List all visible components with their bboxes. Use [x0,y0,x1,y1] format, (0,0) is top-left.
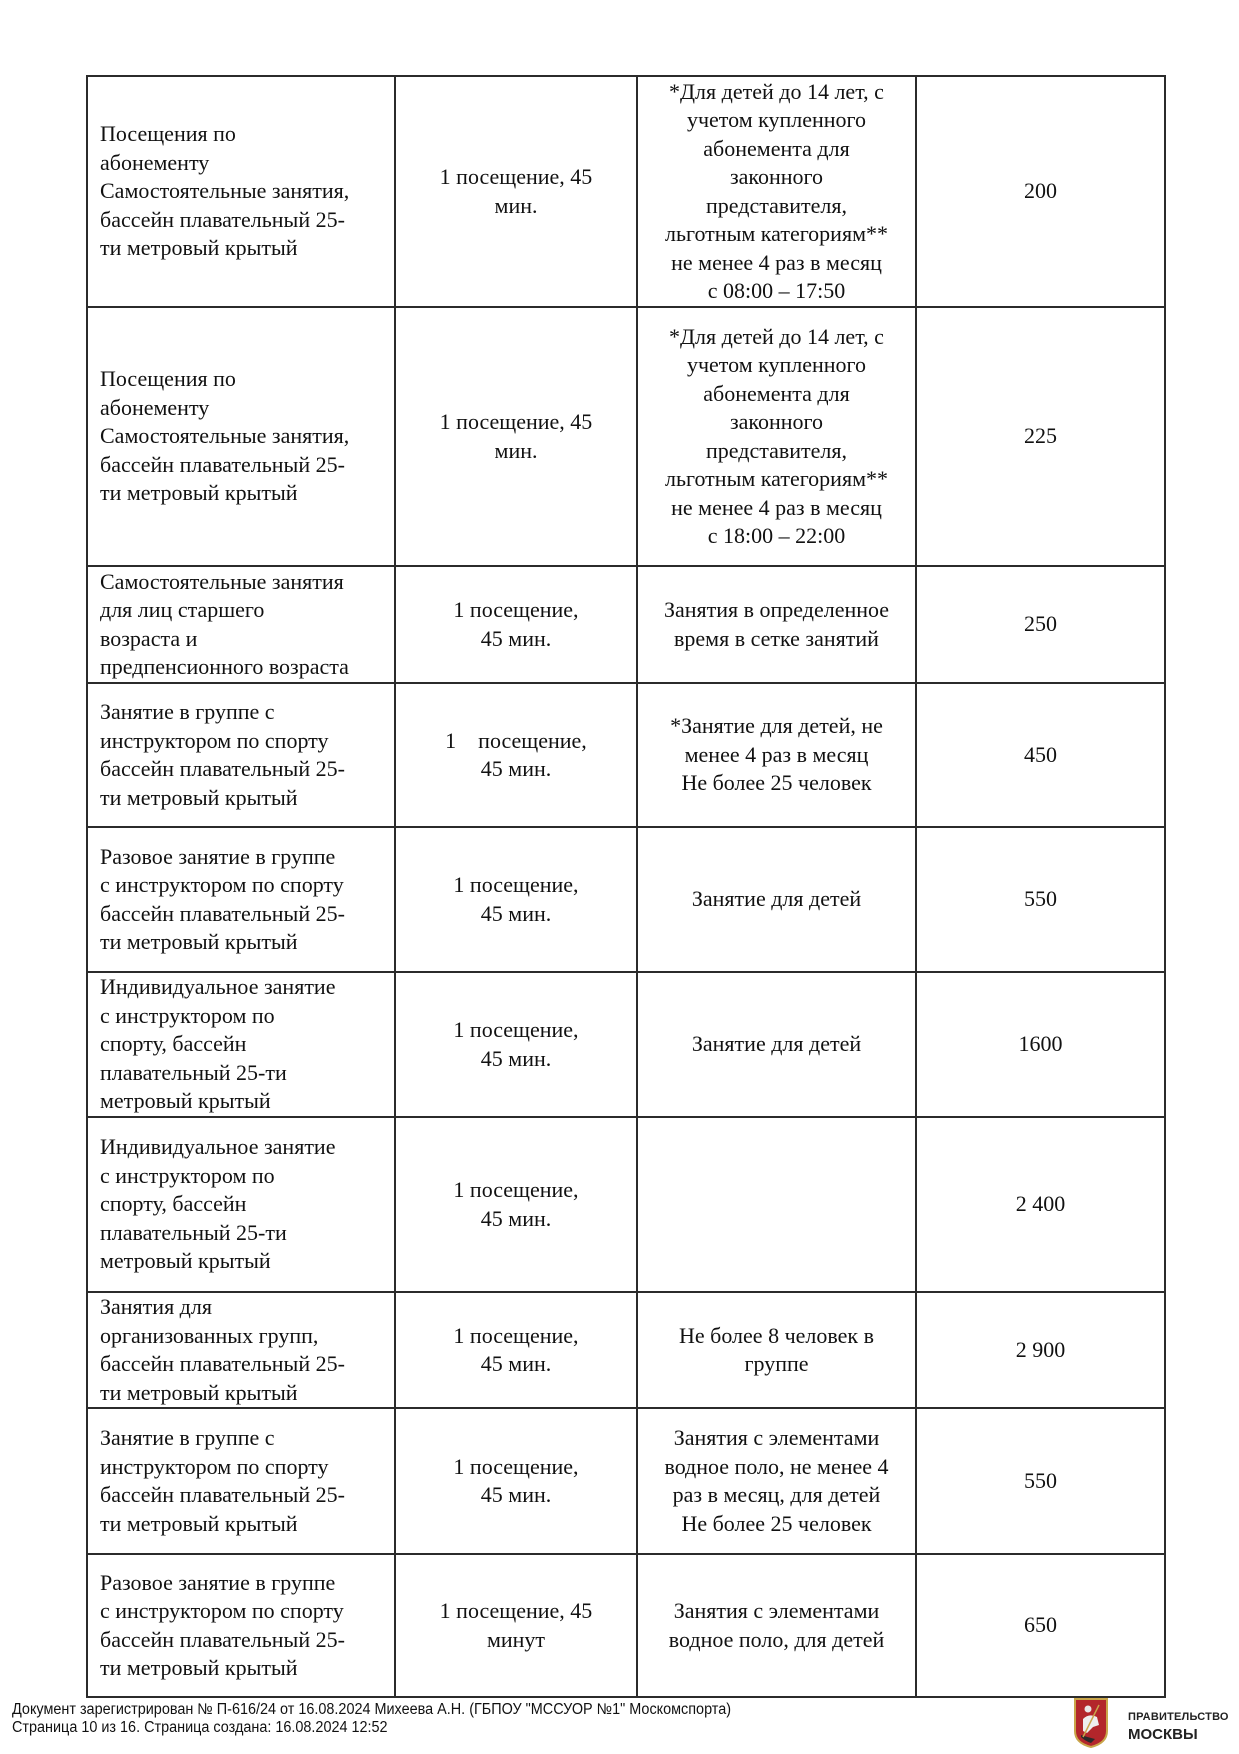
table-row [87,76,1165,307]
service-cell: Занятие в группе с инструктором по спорту бассейн плавательный 25- ти метровый крытый [87,683,395,827]
price-cell: 450 [916,683,1165,827]
table-row [87,972,1165,1117]
unit-cell: 1 посещение, 45 мин. [395,827,637,972]
note-cell: *Для детей до 14 лет, с учетом купленного абонемента для законного представителя, льготным категориям** не менее 4 раз в месяц с 18:00 – 22:00 [637,307,916,566]
service-cell: Разовое занятие в группе с инструктором по спорту бассейн плавательный 25- ти метровый крытый [87,1554,395,1697]
note-cell: Занятие для детей [637,827,916,972]
unit-cell: 1 посещение, 45 минут [395,1554,637,1697]
service-cell: Индивидуальное занятие с инструктором по спорту, бассейн плавательный 25-ти метровый крытый [87,1117,395,1292]
price-cell: 225 [916,307,1165,566]
price-cell: 250 [916,566,1165,683]
unit-cell: 1 посещение, 45 мин. [395,1292,637,1408]
service-cell: Самостоятельные занятия для лиц старшего возраста и предпенсионного возраста [87,566,395,683]
unit-cell: 1 посещение, 45 мин. [395,972,637,1117]
price-cell: 650 [916,1554,1165,1697]
unit-cell: 1 посещение, 45 мин. [395,76,637,307]
government-of-moscow-label [1128,1711,1229,1743]
price-cell: 2 900 [916,1292,1165,1408]
unit-cell: 1 посещение, 45 мин. [395,566,637,683]
service-cell: Посещения по абонементу Самостоятельные занятия, бассейн плавательный 25- ти метровый крытый [87,307,395,566]
service-cell: Индивидуальное занятие с инструктором по спорту, бассейн плавательный 25-ти метровый крытый [87,972,395,1117]
price-cell: 200 [916,76,1165,307]
gov-label-line1: ПРАВИТЕЛЬСТВО [1128,1711,1229,1723]
price-table [86,75,1166,1698]
note-cell: Занятия с элементами водное поло, для детей [637,1554,916,1697]
service-cell: Посещения по абонементу Самостоятельные занятия, бассейн плавательный 25- ти метровый крытый [87,76,395,307]
gov-label-line2: МОСКВЫ [1128,1726,1198,1743]
note-cell: Занятия с элементами водное поло, не менее 4 раз в месяц, для детей Не более 25 человек [637,1408,916,1554]
note-cell: *Занятие для детей, не менее 4 раз в месяц Не более 25 человек [637,683,916,827]
unit-cell: 1 посещение, 45 мин. [395,1408,637,1554]
moscow-coat-of-arms-icon [1073,1697,1109,1749]
note-cell: *Для детей до 14 лет, с учетом купленного абонемента для законного представителя, льготным категориям** не менее 4 раз в месяц с 08:00 – 17:50 [637,76,916,307]
service-cell: Занятия для организованных групп, бассейн плавательный 25- ти метровый крытый [87,1292,395,1408]
unit-cell: 1 посещение, 45 мин. [395,307,637,566]
price-table-body [87,76,1165,1697]
price-cell: 2 400 [916,1117,1165,1292]
table-row [87,307,1165,566]
note-cell [637,1117,916,1292]
unit-cell: 1 посещение, 45 мин. [395,683,637,827]
registration-footer [12,1701,731,1737]
note-cell: Занятие для детей [637,972,916,1117]
price-cell: 550 [916,1408,1165,1554]
footer-registration-line: Документ зарегистрирован № П-616/24 от 16.08.2024 Михеева А.Н. (ГБПОУ "МССУОР №1" Москомспорта) [12,1701,732,1718]
service-cell: Разовое занятие в группе с инструктором по спорту бассейн плавательный 25- ти метровый крытый [87,827,395,972]
table-row [87,1292,1165,1408]
price-cell: 550 [916,827,1165,972]
unit-cell: 1 посещение, 45 мин. [395,1117,637,1292]
table-row [87,1554,1165,1697]
table-row [87,1117,1165,1292]
price-cell: 1600 [916,972,1165,1117]
table-row [87,566,1165,683]
note-cell: Занятия в определенное время в сетке занятий [637,566,916,683]
service-cell: Занятие в группе с инструктором по спорту бассейн плавательный 25- ти метровый крытый [87,1408,395,1554]
table-row [87,827,1165,972]
note-cell: Не более 8 человек в группе [637,1292,916,1408]
table-row [87,1408,1165,1554]
table-row [87,683,1165,827]
footer-page-line: Страница 10 из 16. Страница создана: 16.08.2024 12:52 [12,1719,388,1736]
